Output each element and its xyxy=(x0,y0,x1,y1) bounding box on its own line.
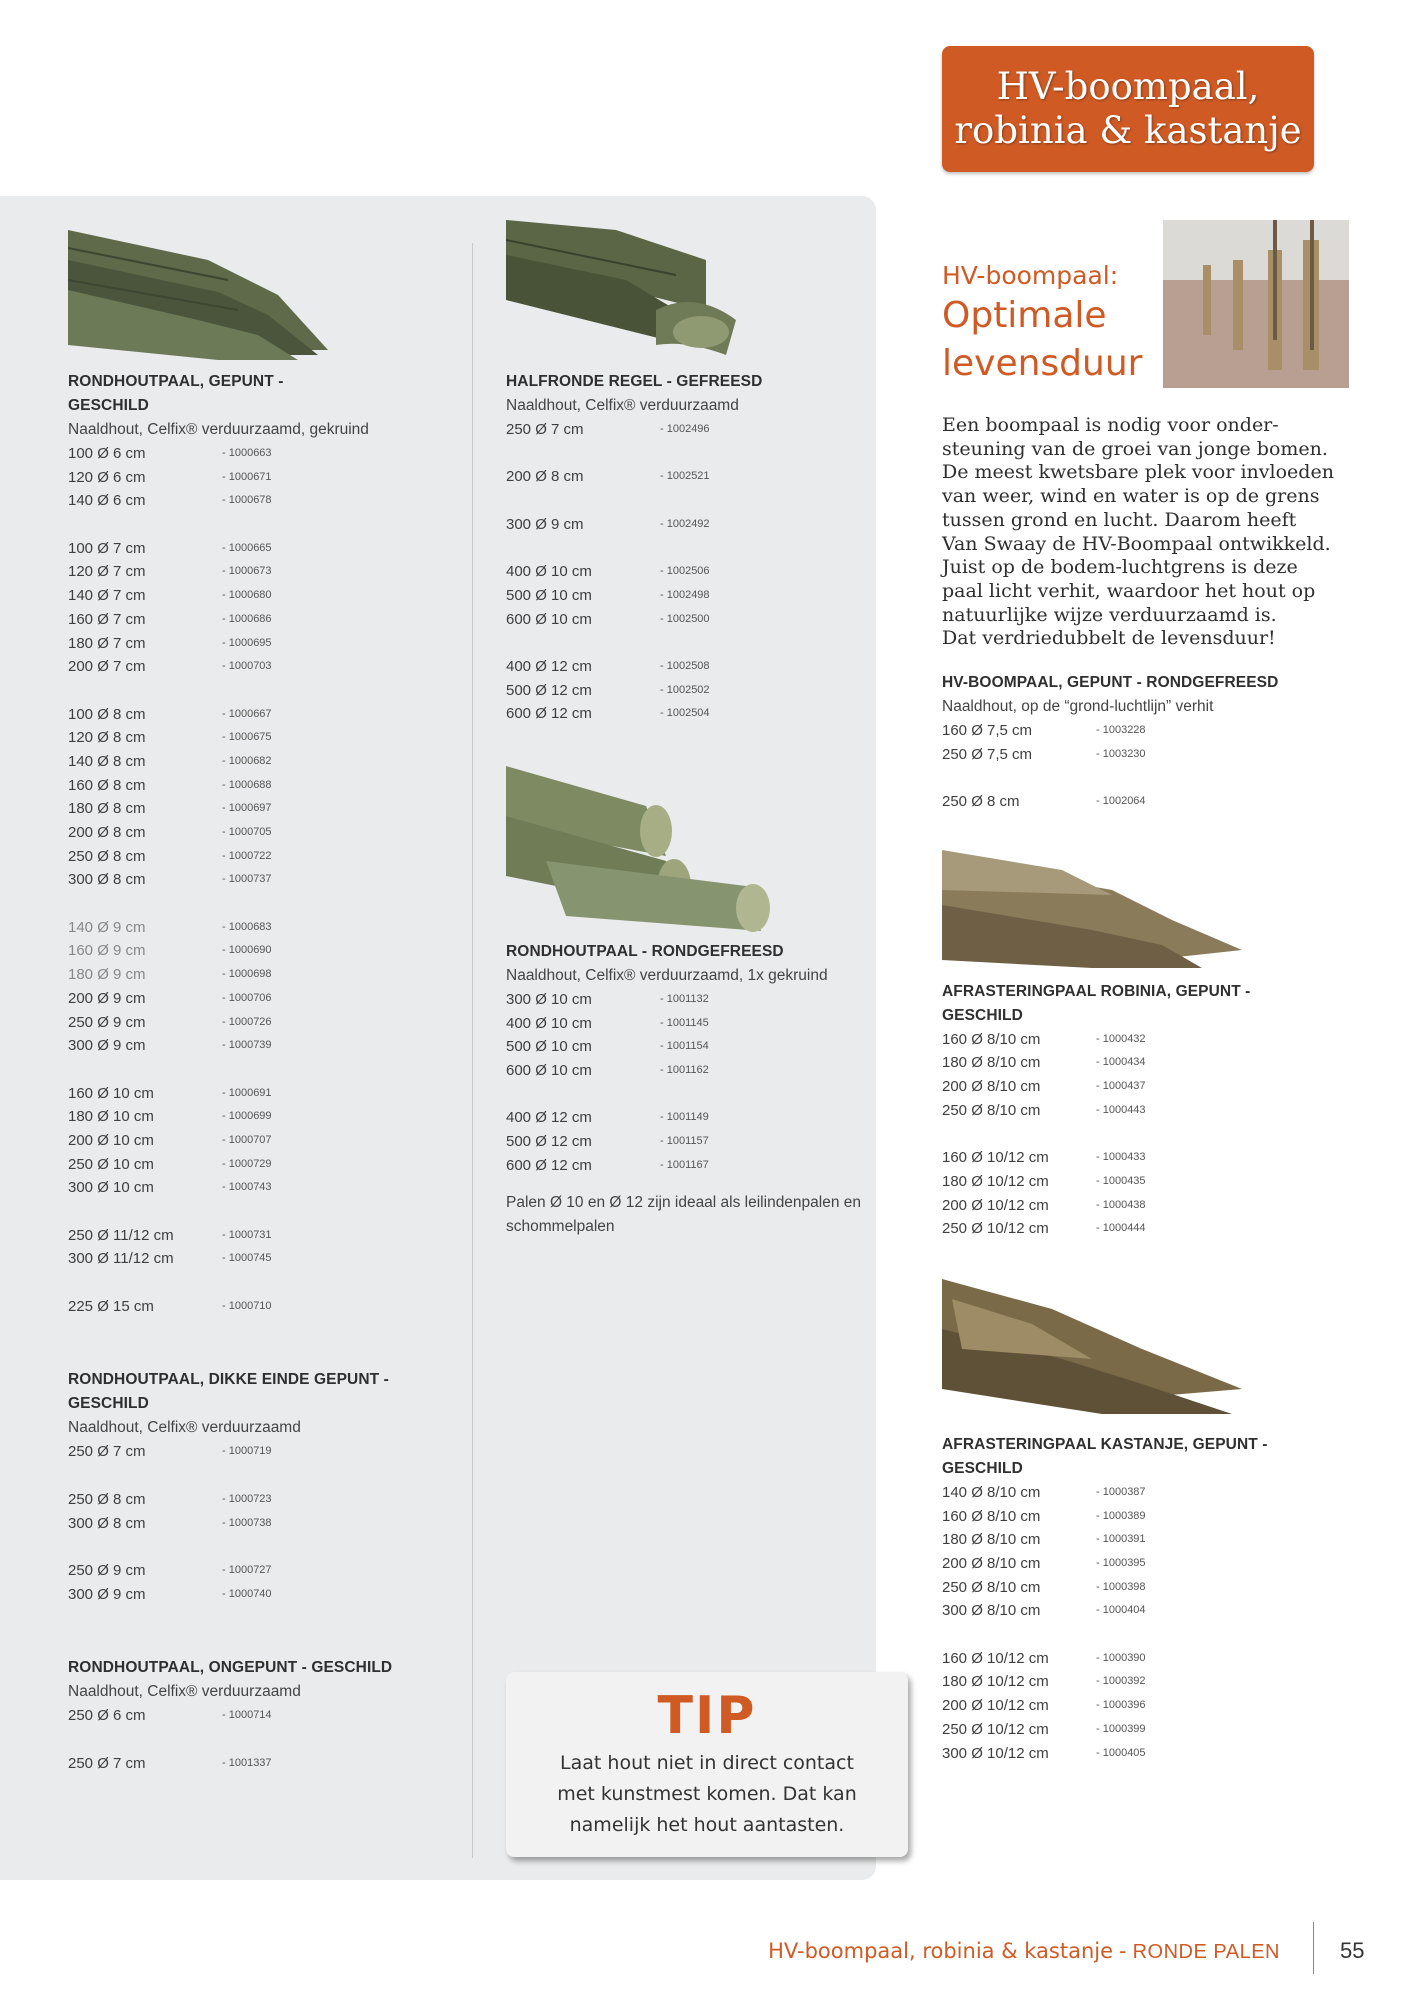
product-row: 250 Ø 8/10 cm - 1000443 xyxy=(942,1101,1146,1119)
product-row: 250 Ø 9 cm - 1000727 xyxy=(68,1561,272,1579)
section-afrasteringpaal-robinia xyxy=(942,980,1382,1241)
product-row: 160 Ø 7,5 cm - 1003228 xyxy=(942,722,1146,740)
product-row: 250 Ø 6 cm - 1000714 xyxy=(68,1707,272,1725)
product-row: 500 Ø 10 cm - 1002498 xyxy=(506,586,710,604)
product-row: 300 Ø 10/12 cm - 1000405 xyxy=(942,1744,1146,1762)
product-row: 180 Ø 10/12 cm - 1000435 xyxy=(942,1172,1146,1190)
product-row: 600 Ø 10 cm - 1001162 xyxy=(506,1062,709,1079)
product-row: 200 Ø 9 cm - 1000706 xyxy=(68,989,272,1007)
section-rondhoutpaal-gepunt xyxy=(68,370,468,1318)
page-title-banner xyxy=(942,46,1314,172)
product-row: 200 Ø 10 cm - 1000707 xyxy=(68,1131,272,1149)
product-row: 250 Ø 7,5 cm - 1003230 xyxy=(942,745,1146,763)
product-list xyxy=(942,719,1382,814)
intro-label: HV-boompaal: xyxy=(942,261,1119,290)
footer-title xyxy=(700,1936,1280,1966)
product-row: 140 Ø 9 cm - 1000683 xyxy=(68,918,272,936)
tip-box xyxy=(506,1672,908,1857)
product-list xyxy=(506,418,876,726)
page-number: 55 xyxy=(1340,1938,1365,1963)
product-row: 200 Ø 8/10 cm - 1000395 xyxy=(942,1555,1146,1573)
product-row: 200 Ø 10/12 cm - 1000396 xyxy=(942,1697,1146,1715)
section-title: RONDHOUTPAAL, ONGEPUNT - GESCHILD xyxy=(68,1659,393,1677)
intro-body: Een boompaal is nodig voor onder- steuning van de groei van jonge bomen. De meest kwetsbare plek voor invloeden van weer, wind en water is op de grens tussen grond en lucht. Daarom heeft Van Swaay de HV-Boompaal ontwikkeld. Juist op de bodem-luchtgrens is deze paal licht verhit, waardoor het hout op natuurlijke wijze verduurzaamd is. Dat verdriedubbelt de levensduur! xyxy=(942,414,1334,650)
product-row: 140 Ø 8 cm - 1000682 xyxy=(68,752,272,770)
section-title: RONDHOUTPAAL, GEPUNT - GESCHILD xyxy=(68,373,284,414)
footer-section: RONDE PALEN xyxy=(1132,1941,1280,1963)
product-row: 160 Ø 9 cm - 1000690 xyxy=(68,942,272,960)
product-row: 250 Ø 7 cm - 1000719 xyxy=(68,1443,272,1461)
footer-separator: - xyxy=(1119,1938,1127,1963)
product-row: 250 Ø 8/10 cm - 1000398 xyxy=(942,1578,1146,1596)
product-row: 160 Ø 10/12 cm - 1000390 xyxy=(942,1649,1146,1667)
product-row: 250 Ø 8 cm - 1002064 xyxy=(942,793,1146,811)
product-note: Palen Ø 10 en Ø 12 zijn ideaal als leilindenpalen en schommelpalen xyxy=(506,1194,862,1236)
product-row: 250 Ø 10/12 cm - 1000399 xyxy=(942,1720,1146,1738)
column-2 xyxy=(506,220,876,1239)
section-subtitle: Naaldhout, Celfix® verduurzaamd, 1x gekruind xyxy=(506,966,828,984)
product-row: 500 Ø 10 cm - 1001154 xyxy=(506,1038,709,1056)
product-row: 180 Ø 7 cm - 1000695 xyxy=(68,634,272,652)
product-row: 300 Ø 8/10 cm - 1000404 xyxy=(942,1602,1146,1620)
tip-title: TIP xyxy=(657,1686,757,1746)
section-subtitle: Naaldhout, op de “grond-luchtlijn” verhit xyxy=(942,698,1214,716)
pointed-round-post-image xyxy=(68,220,358,360)
product-list xyxy=(68,442,468,1318)
robinia-post-image xyxy=(942,850,1272,970)
product-list xyxy=(942,1481,1382,1765)
product-row: 100 Ø 7 cm - 1000665 xyxy=(68,539,272,557)
product-row: 400 Ø 12 cm - 1002508 xyxy=(506,657,710,675)
product-row: 200 Ø 8 cm - 1000705 xyxy=(68,824,272,841)
product-row: 160 Ø 10/12 cm - 1000433 xyxy=(942,1149,1146,1167)
section-rondhoutpaal-rondgefreesd xyxy=(506,940,876,1240)
product-row: 250 Ø 7 cm - 1002496 xyxy=(506,421,710,438)
section-title: HV-BOOMPAAL, GEPUNT - RONDGEFREESD xyxy=(942,674,1279,692)
product-list xyxy=(942,1028,1382,1241)
product-row: 160 Ø 8/10 cm - 1000432 xyxy=(942,1030,1146,1048)
product-row: 400 Ø 12 cm - 1001149 xyxy=(506,1109,709,1127)
product-row: 500 Ø 12 cm - 1002502 xyxy=(506,681,710,699)
product-row: 200 Ø 8 cm - 1002521 xyxy=(506,468,710,486)
product-row: 600 Ø 10 cm - 1002500 xyxy=(506,610,710,628)
product-row: 100 Ø 8 cm - 1000667 xyxy=(68,705,272,723)
product-row: 300 Ø 11/12 cm - 1000745 xyxy=(68,1250,272,1268)
product-row: 225 Ø 15 cm - 1000710 xyxy=(68,1297,272,1315)
product-row: 120 Ø 7 cm - 1000673 xyxy=(68,563,272,581)
intro-heading-block xyxy=(942,260,1162,388)
product-row: 160 Ø 10 cm - 1000691 xyxy=(68,1084,272,1102)
product-row: 100 Ø 6 cm - 1000663 xyxy=(68,445,272,462)
section-title: HALFRONDE REGEL - GEFREESD xyxy=(506,373,763,390)
product-list xyxy=(68,1440,468,1606)
footer-chapter: HV-boompaal, robinia & kastanje xyxy=(768,1939,1114,1963)
product-row: 250 Ø 7 cm - 1001337 xyxy=(68,1754,272,1772)
product-row: 160 Ø 7 cm - 1000686 xyxy=(68,610,272,628)
footer-divider xyxy=(1313,1922,1314,1974)
product-row: 160 Ø 8/10 cm - 1000389 xyxy=(942,1507,1146,1525)
product-row: 180 Ø 8 cm - 1000697 xyxy=(68,800,272,818)
half-round-rail-image xyxy=(506,220,796,360)
section-subtitle: Naaldhout, Celfix® verduurzaamd xyxy=(68,1419,301,1437)
product-row: 120 Ø 6 cm - 1000671 xyxy=(68,468,272,486)
product-list xyxy=(68,1704,468,1775)
product-row: 300 Ø 9 cm - 1000740 xyxy=(68,1585,272,1603)
product-list xyxy=(506,988,876,1178)
tip-text: Laat hout niet in direct contact met kunstmest komen. Dat kan namelijk het hout aantasten. xyxy=(557,1752,857,1836)
product-row: 250 Ø 8 cm - 1000722 xyxy=(68,847,272,865)
intro-heading: Optimale levensduur xyxy=(942,295,1143,384)
product-row: 120 Ø 8 cm - 1000675 xyxy=(68,729,272,747)
tree-posts-photo xyxy=(1163,220,1349,388)
section-subtitle: Naaldhout, Celfix® verduurzaamd xyxy=(506,397,739,414)
product-row: 250 Ø 9 cm - 1000726 xyxy=(68,1013,272,1031)
product-row: 250 Ø 10/12 cm - 1000444 xyxy=(942,1220,1146,1238)
product-row: 180 Ø 10 cm - 1000699 xyxy=(68,1108,272,1126)
section-title: AFRASTERINGPAAL KASTANJE, GEPUNT - GESCHILD xyxy=(942,1435,1268,1477)
product-row: 180 Ø 10/12 cm - 1000392 xyxy=(942,1673,1146,1691)
product-row: 300 Ø 8 cm - 1000737 xyxy=(68,871,272,889)
product-row: 300 Ø 8 cm - 1000738 xyxy=(68,1514,272,1532)
section-title: AFRASTERINGPAAL ROBINIA, GEPUNT - GESCHILD xyxy=(942,982,1251,1024)
section-hv-boompaal xyxy=(942,671,1382,814)
page-title: HV-boompaal, robinia & kastanje xyxy=(954,65,1302,152)
product-row: 600 Ø 12 cm - 1001167 xyxy=(506,1156,709,1174)
product-row: 180 Ø 9 cm - 1000698 xyxy=(68,966,272,984)
product-row: 300 Ø 10 cm - 1001132 xyxy=(506,990,709,1008)
section-subtitle: Naaldhout, Celfix® verduurzaamd, gekruind xyxy=(68,421,369,438)
product-row: 180 Ø 8/10 cm - 1000434 xyxy=(942,1054,1146,1072)
section-rondhoutpaal-dikke-einde xyxy=(68,1368,468,1606)
product-row: 250 Ø 8 cm - 1000723 xyxy=(68,1490,272,1508)
section-afrasteringpaal-kastanje xyxy=(942,1433,1382,1765)
product-row: 140 Ø 6 cm - 1000678 xyxy=(68,492,272,510)
product-row: 300 Ø 9 cm - 1002492 xyxy=(506,515,710,533)
product-row: 200 Ø 7 cm - 1000703 xyxy=(68,658,272,676)
product-row: 160 Ø 8 cm - 1000688 xyxy=(68,776,272,794)
product-row: 250 Ø 11/12 cm - 1000731 xyxy=(68,1226,272,1244)
product-row: 300 Ø 9 cm - 1000739 xyxy=(68,1037,272,1055)
product-row: 250 Ø 10 cm - 1000729 xyxy=(68,1155,272,1173)
milled-round-post-image xyxy=(506,766,796,936)
kastanje-post-image xyxy=(942,1279,1272,1419)
product-row: 200 Ø 8/10 cm - 1000437 xyxy=(942,1078,1146,1096)
product-row: 400 Ø 10 cm - 1001145 xyxy=(506,1014,709,1032)
column-1 xyxy=(68,220,468,1775)
column-divider xyxy=(472,243,473,1858)
section-subtitle: Naaldhout, Celfix® verduurzaamd xyxy=(68,1683,301,1701)
section-title: RONDHOUTPAAL, DIKKE EINDE GEPUNT - GESCHILD xyxy=(68,1371,389,1413)
product-row: 140 Ø 8/10 cm - 1000387 xyxy=(942,1483,1146,1501)
product-row: 200 Ø 10/12 cm - 1000438 xyxy=(942,1196,1146,1214)
section-title: RONDHOUTPAAL - RONDGEFREESD xyxy=(506,942,784,960)
product-row: 140 Ø 7 cm - 1000680 xyxy=(68,587,272,605)
product-row: 500 Ø 12 cm - 1001157 xyxy=(506,1133,709,1151)
product-row: 300 Ø 10 cm - 1000743 xyxy=(68,1179,272,1197)
product-row: 400 Ø 10 cm - 1002506 xyxy=(506,563,710,581)
section-halfronde-regel xyxy=(506,370,876,726)
section-rondhoutpaal-ongepunt xyxy=(68,1656,468,1775)
product-row: 600 Ø 12 cm - 1002504 xyxy=(506,705,710,723)
product-row: 180 Ø 8/10 cm - 1000391 xyxy=(942,1531,1146,1549)
